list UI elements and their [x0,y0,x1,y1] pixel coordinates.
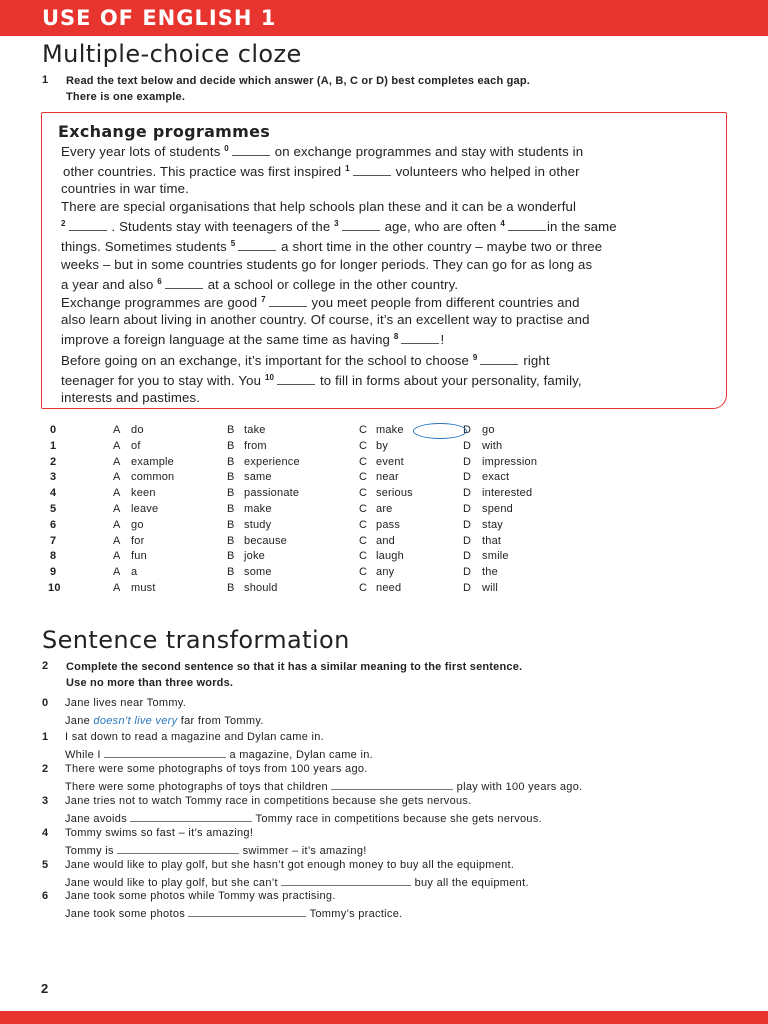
option-letter-b: B [227,566,235,579]
option-letter-b: B [227,439,235,452]
option-letter-a: A [113,582,121,594]
option-number: 10 [48,582,61,594]
second-sentence [65,747,373,761]
option-d[interactable]: spend [482,503,513,515]
option-letter-d: D [463,550,472,563]
option-b[interactable]: experience [244,455,300,468]
instruction-line: Read the text below and decide which answer (A, B, C or D) best completes each gap. [66,75,531,87]
gap-blank[interactable] [69,218,107,231]
option-number: 9 [50,566,57,579]
paragraph-1 [61,140,711,198]
text: interests and pastimes. [61,390,201,406]
sentence-end: play with 100 years ago. [456,780,583,793]
gap-number: 10 [264,373,275,383]
option-a[interactable]: of [131,439,141,452]
answer-blank[interactable] [117,843,239,854]
option-letter-a: A [113,534,121,547]
option-b[interactable]: study [244,518,272,531]
text: . Students stay with teenagers of the [111,219,331,235]
option-letter-c: C [359,518,368,531]
option-number: 3 [50,471,57,484]
option-c[interactable]: near [376,471,399,484]
text: teenager for you to stay with. You [61,373,262,389]
answer-blank[interactable] [130,811,252,822]
sentence-end: Tommy race in competitions because she gets nervous. [255,812,542,825]
option-a[interactable]: common [131,471,175,484]
option-d[interactable]: impression [482,455,538,468]
option-row [40,487,560,503]
option-b[interactable]: should [244,582,278,594]
gap-number: 7 [261,295,266,304]
option-letter-b: B [227,471,235,484]
text: at a school or college in the other country. [207,276,459,292]
text: you meet people from different countries and [311,295,580,310]
option-letter-d: D [463,424,472,436]
gap-blank[interactable] [232,143,270,156]
text: Before going on an exchange, it’s important for the school to choose [61,353,470,368]
text: Every year lots of students [61,144,221,159]
option-a[interactable]: for [131,534,145,547]
option-letter-a: A [113,455,121,468]
gap-blank[interactable] [508,218,546,231]
option-letter-c: C [359,471,368,484]
instruction-line: There is one example. [66,91,186,103]
footer-bar [0,1011,768,1024]
second-sentence [65,906,403,920]
option-c[interactable]: need [376,582,402,594]
gap-blank[interactable] [238,238,276,251]
gap-blank[interactable] [277,372,315,385]
option-c[interactable]: make [376,424,404,436]
option-letter-c: C [359,550,368,563]
transformation-instruction [66,659,522,691]
option-b[interactable]: from [244,439,267,452]
option-c[interactable]: laugh [376,550,404,563]
option-number: 1 [50,439,57,452]
option-row [40,440,560,456]
option-d[interactable]: go [482,424,495,436]
option-a[interactable]: do [131,424,144,436]
text: improve a foreign language at the same time as having [61,332,391,348]
first-sentence: Tommy swims so fast – it’s amazing! [65,827,254,839]
option-b[interactable]: make [244,503,272,515]
option-letter-d: D [463,503,472,515]
text: ! [440,332,445,348]
sentence-start: Jane [65,715,91,727]
first-sentence: Jane would like to play golf, but she hasn’t got enough money to buy all the equipment. [65,859,515,871]
gap-blank[interactable] [480,352,518,365]
first-sentence: Jane lives near Tommy. [65,697,187,709]
option-letter-b: B [227,424,235,436]
text: There are special organisations that help schools plan these and it can be a wonderful [61,199,577,214]
question-number-1: 1 [42,74,49,86]
option-letter-a: A [113,566,121,579]
option-d[interactable]: smile [482,550,509,563]
page-number: 2 [41,981,49,996]
option-number: 0 [50,424,57,436]
sentence-start: While I [65,748,101,761]
option-a[interactable]: fun [131,550,147,563]
option-a[interactable]: go [131,518,144,531]
option-row [40,566,560,582]
option-letter-c: C [359,582,368,594]
second-sentence [65,811,542,825]
option-c[interactable]: any [376,566,395,579]
answer-blank[interactable] [188,906,306,917]
second-sentence [65,875,529,889]
section-header-label: USE OF ENGLISH 1 [42,6,277,30]
sentence-end: swimmer – it’s amazing! [242,844,367,857]
gap-blank[interactable] [165,276,203,289]
option-number: 2 [50,455,57,468]
option-letter-d: D [463,471,472,484]
cloze-instruction [66,73,530,105]
option-d[interactable]: that [482,534,502,547]
sentence-end: Tommy’s practice. [309,907,403,920]
sentence-start: Tommy is [65,844,114,857]
transformation-title: Sentence transformation [42,626,350,654]
option-letter-d: D [463,566,472,579]
gap-number: 0 [224,144,229,153]
example-answer: doesn’t live very [93,715,178,727]
option-c[interactable]: are [376,503,393,515]
item-number: 1 [42,731,49,743]
option-letter-b: B [227,487,235,500]
option-b[interactable]: some [244,566,272,579]
option-letter-b: B [227,534,235,547]
option-b[interactable]: passionate [244,487,300,500]
second-sentence [65,715,264,727]
option-c[interactable]: by [376,439,389,452]
text: to fill in forms about your personality, family, [319,373,582,389]
item-number: 5 [42,859,49,871]
option-row [40,582,560,598]
gap-number: 9 [472,353,478,362]
gap-blank[interactable] [269,294,307,307]
option-d[interactable]: stay [482,518,503,531]
option-row [40,550,560,566]
option-row [40,503,560,519]
sentence-start: There were some photographs of toys that children [65,780,328,793]
instruction-line: Use no more than three words. [66,677,234,689]
gap-number: 5 [230,239,236,249]
sentence-end: buy all the equipment. [414,876,529,889]
option-letter-d: D [463,455,472,468]
text: in the same [546,219,617,235]
option-letter-c: C [359,503,368,515]
sentence-end: a magazine, Dylan came in. [229,748,373,761]
option-letter-c: C [359,439,368,452]
option-c[interactable]: serious [376,487,413,500]
option-d[interactable]: the [482,566,498,579]
text: things. Sometimes students [61,239,227,255]
gap-number: 8 [393,332,399,342]
option-letter-b: B [227,455,235,468]
option-letter-c: C [359,534,368,547]
option-number: 8 [50,550,57,563]
option-c[interactable]: and [376,534,395,547]
item-number: 3 [42,795,49,807]
option-letter-a: A [113,471,121,484]
second-sentence [65,843,367,857]
option-row [40,424,560,440]
second-sentence [65,779,583,793]
text: also learn about living in another country. Of course, it’s an excellent way to practise and [61,312,590,328]
option-b[interactable]: take [244,424,266,436]
option-number: 7 [50,534,57,547]
option-row [40,535,560,551]
option-row [40,519,560,535]
option-b[interactable]: joke [244,550,265,563]
first-sentence: I sat down to read a magazine and Dylan came in. [65,731,324,743]
option-letter-d: D [463,582,472,594]
option-c[interactable]: pass [376,518,401,531]
instruction-line: Complete the second sentence so that it has a similar meaning to the first sentence. [66,661,523,673]
text: weeks – but in some countries students go for longer periods. They can go for as long as [61,256,593,272]
option-letter-d: D [463,439,472,452]
text: right [523,353,550,368]
gap-number: 4 [500,219,505,229]
option-letter-a: A [113,550,121,563]
option-letter-a: A [113,424,121,436]
option-number: 6 [50,518,57,531]
option-number: 5 [50,503,57,515]
sentence-start: Jane would like to play golf, but she can’t [65,876,278,889]
text-title: Exchange programmes [58,122,271,141]
option-letter-a: A [113,518,121,531]
option-letter-c: C [359,455,368,468]
example-answer-circle [413,423,467,439]
text: Exchange programmes are good [61,295,258,310]
option-letter-a: A [113,487,121,500]
sentence-start: Jane took some photos [65,907,186,920]
gap-blank[interactable] [401,331,439,344]
option-d[interactable]: interested [482,487,533,500]
answer-blank[interactable] [281,875,411,886]
text: countries in war time. [61,181,189,197]
option-a[interactable]: example [131,455,174,468]
option-c[interactable]: event [376,455,404,468]
gap-blank[interactable] [342,218,380,231]
answer-blank[interactable] [104,747,226,758]
option-letter-d: D [463,487,472,500]
text: volunteers who helped in other [395,164,580,180]
option-d[interactable]: with [482,439,503,452]
paragraph-3 [61,291,711,349]
first-sentence: Jane took some photos while Tommy was practising. [65,890,336,902]
text: a year and also [61,276,154,292]
first-sentence: There were some photographs of toys from 100 years ago. [65,763,368,775]
item-number: 2 [42,763,49,775]
option-letter-b: B [227,582,235,594]
answer-blank[interactable] [331,779,453,790]
item-number: 6 [42,890,49,902]
option-letter-b: B [227,518,235,531]
option-letter-c: C [359,487,368,500]
sentence-end: far from Tommy. [180,715,264,727]
paragraph-4 [61,349,711,407]
option-a[interactable]: a [131,566,138,579]
cloze-title: Multiple-choice cloze [42,40,302,68]
option-a[interactable]: must [131,582,156,594]
option-d[interactable]: will [482,582,499,594]
option-letter-d: D [463,534,472,547]
gap-number: 6 [157,276,162,286]
option-a[interactable]: leave [131,503,159,515]
option-letter-a: A [113,439,121,452]
option-b[interactable]: same [244,471,272,484]
option-letter-c: C [359,566,368,579]
first-sentence: Jane tries not to watch Tommy race in competitions because she gets nervous. [65,795,472,807]
item-number: 0 [42,697,49,709]
text: age, who are often [384,219,497,235]
item-number: 4 [42,827,49,839]
gap-number: 3 [334,219,339,229]
text: other countries. This practice was first inspired [63,164,342,180]
option-b[interactable]: because [244,534,287,547]
option-row [40,456,560,472]
option-a[interactable]: keen [131,487,156,500]
option-letter-b: B [227,503,235,515]
gap-number: 1 [345,164,350,174]
text: on exchange programmes and stay with students in [274,144,584,159]
gap-blank[interactable] [353,163,391,176]
option-row [40,471,560,487]
option-letter-d: D [463,518,472,531]
paragraph-2 [61,198,711,293]
option-letter-b: B [227,550,235,563]
gap-number: 2 [61,219,66,229]
sentence-start: Jane avoids [65,812,128,825]
option-letter-c: C [359,424,368,436]
text: a short time in the other country – maybe two or three [281,239,603,255]
question-number-2: 2 [42,660,49,672]
option-letter-a: A [113,503,121,515]
option-d[interactable]: exact [482,471,510,484]
option-number: 4 [50,487,57,500]
